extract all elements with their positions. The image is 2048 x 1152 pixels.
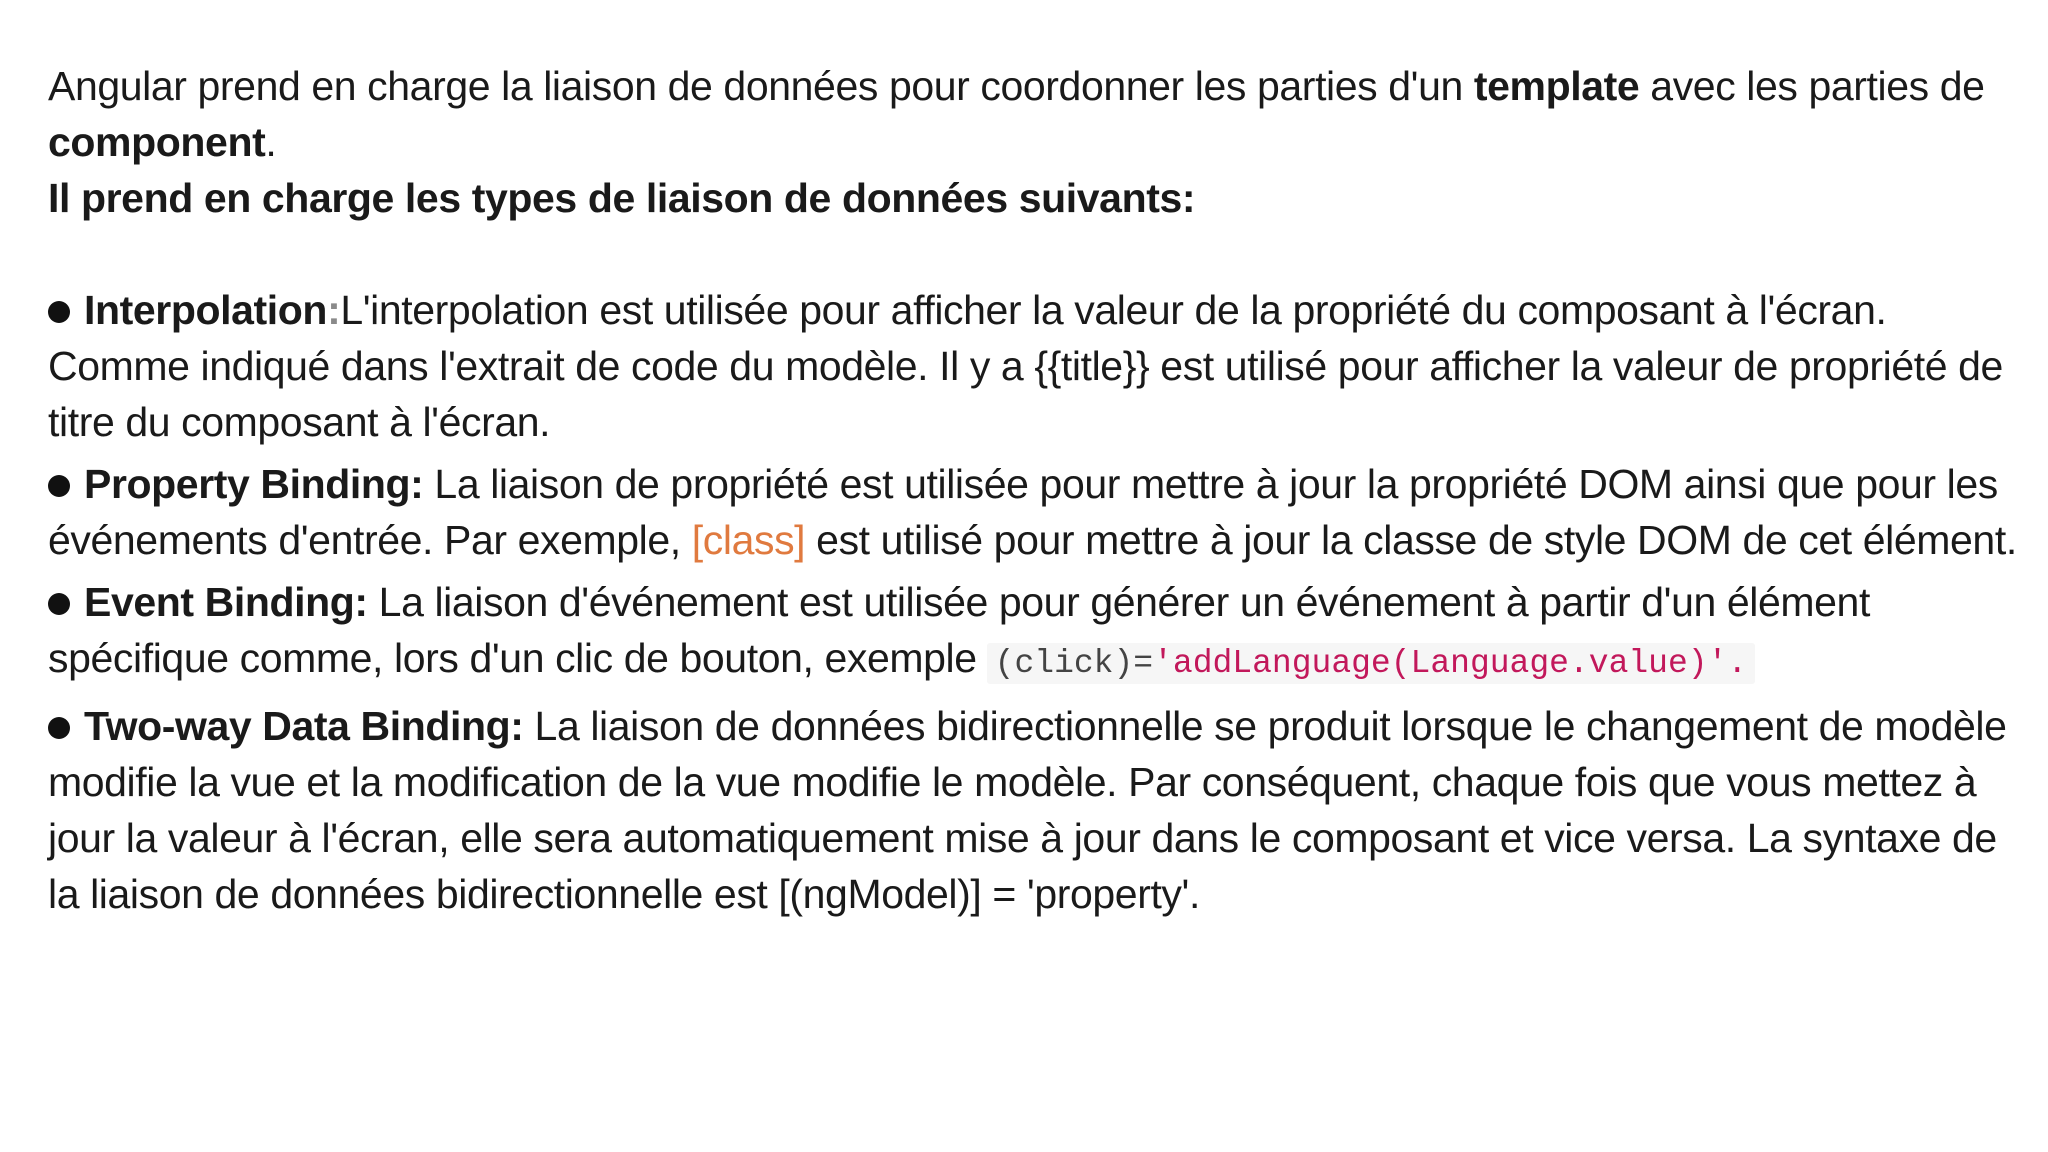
list-item-event-binding	[48, 574, 2038, 692]
two-way-binding-description: La liaison de données bidirectionnelle se produit lorsque le changement de modèle modifie la vue et la modification de la vue modifie le modèle. Par conséquent, chaque fois que vous mettez à jour la valeur à l'écran, elle sera automatiquement mise à jour dans le composant et vice versa. La syntaxe de la liaison de données bidirectionnelle est [(ngModel)] = 'property'.	[48, 703, 2007, 917]
term-event-binding: Event Binding:	[84, 579, 368, 625]
intro-paragraph	[48, 58, 2038, 170]
intro-text-2: avec les parties de	[1639, 63, 1985, 109]
intro-bold-component: component	[48, 119, 266, 165]
intro-text-3: .	[265, 119, 277, 165]
property-binding-text-before: La liaison de propriété est utilisée pour mettre à jour la propriété DOM ainsi que pour les événements d'entrée. Par exemple,	[48, 461, 1998, 563]
intro-heading: Il prend en charge les types de liaison de données suivants:	[48, 175, 1196, 221]
event-binding-description: La liaison d'événement est utilisée pour générer un événement à partir d'un élément spécifique comme, lors d'un clic de bouton, exemple	[48, 579, 1870, 681]
list-item-two-way-binding	[48, 698, 2038, 922]
term-interpolation: Interpolation	[84, 287, 328, 333]
code-snippet	[987, 643, 1756, 684]
binding-types-list	[48, 282, 2038, 922]
class-token-highlight: [class]	[691, 517, 806, 563]
code-equals: =	[1133, 645, 1154, 682]
code-string-value: 'addLanguage(Language.value)'.	[1153, 645, 1748, 682]
code-click-key: (click)	[994, 645, 1134, 682]
bullet-icon	[48, 593, 70, 615]
list-item-interpolation	[48, 282, 2038, 450]
term-property-binding: Property Binding:	[84, 461, 424, 507]
intro-bold-template: template	[1473, 63, 1640, 109]
bullet-icon	[48, 717, 70, 739]
term-colon: :	[327, 287, 341, 333]
property-binding-text-after: est utilisé pour mettre à jour la classe de style DOM de cet élément.	[805, 517, 2017, 563]
bullet-icon	[48, 475, 70, 497]
spacer	[48, 226, 2038, 282]
term-two-way-binding: Two-way Data Binding:	[84, 703, 524, 749]
document-body	[48, 58, 2038, 922]
list-item-property-binding	[48, 456, 2038, 568]
bullet-icon	[48, 301, 70, 323]
intro-text-1: Angular prend en charge la liaison de données pour coordonner les parties d'un	[48, 63, 1474, 109]
interpolation-description: L'interpolation est utilisée pour afficher la valeur de la propriété du composant à l'écran. Comme indiqué dans l'extrait de code du modèle. Il y a {{title}} est utilisé pour afficher la valeur de propriété de titre du composant à l'écran.	[48, 287, 2003, 445]
